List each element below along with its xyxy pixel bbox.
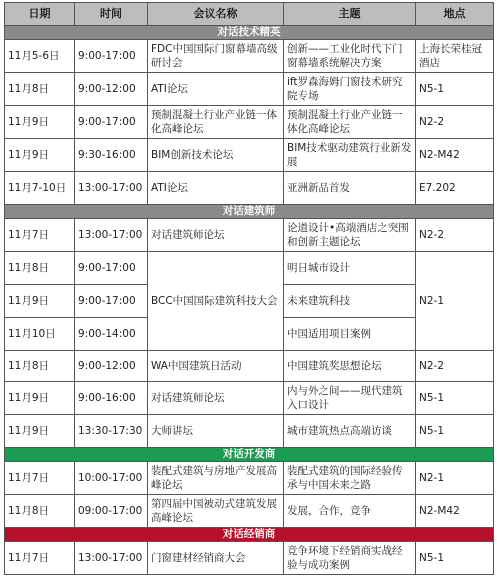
cell-name: BCC中国国际建筑科技大会 [148,252,284,351]
cell-location: E7.202 [416,172,494,205]
cell-location: N2-M42 [416,139,494,172]
section-title: 对话经销商 [5,528,494,542]
cell-date: 11月9日 [5,415,75,448]
cell-date: 11月5-6日 [5,40,75,73]
table-row [5,172,494,205]
table-row [5,252,494,285]
table-row [5,219,494,252]
cell-location: N2-M42 [416,495,494,528]
cell-topic: 未来建筑科技 [284,285,416,318]
table-row [5,73,494,106]
cell-time: 9:00-17:00 [75,252,148,285]
section-row [5,26,494,40]
cell-time: 13:00-17:00 [75,542,148,575]
cell-date: 11月7-10日 [5,172,75,205]
cell-time: 13:00-17:00 [75,172,148,205]
cell-location: N2-2 [416,351,494,382]
cell-date: 11月7日 [5,462,75,495]
table-row [5,139,494,172]
section-row [5,205,494,219]
cell-date: 11月9日 [5,139,75,172]
cell-location: N2-1 [416,462,494,495]
section-title: 对话技术精英 [5,26,494,40]
cell-topic: 装配式建筑的国际经验传承与中国未来之路 [284,462,416,495]
cell-name: 对话建筑师论坛 [148,219,284,252]
cell-time: 13:30-17:30 [75,415,148,448]
cell-date: 11月7日 [5,542,75,575]
cell-name: 门窗建材经销商大会 [148,542,284,575]
cell-topic: 竞争环境下经销商实战经验与成功案例 [284,542,416,575]
cell-date: 11月8日 [5,351,75,382]
header-row [5,3,494,26]
cell-time: 9:00-17:00 [75,285,148,318]
table-row [5,351,494,382]
cell-date: 11月8日 [5,495,75,528]
cell-time: 9:00-12:00 [75,351,148,382]
cell-time: 9:00-12:00 [75,73,148,106]
table-row [5,382,494,415]
cell-date: 11月7日 [5,219,75,252]
cell-location: N5-1 [416,73,494,106]
cell-time: 9:00-14:00 [75,318,148,351]
cell-name: WA中国建筑日活动 [148,351,284,382]
cell-name: ATI论坛 [148,172,284,205]
cell-date: 11月9日 [5,285,75,318]
cell-location: 上海长荣桂冠酒店 [416,40,494,73]
table-row [5,462,494,495]
section-row [5,528,494,542]
cell-time: 9:00-17:00 [75,106,148,139]
table-row [5,542,494,575]
schedule-table [4,2,494,575]
cell-date: 11月10日 [5,318,75,351]
section-row [5,448,494,462]
cell-topic: 中国建筑奖思想论坛 [284,351,416,382]
section-title: 对话开发商 [5,448,494,462]
cell-topic: 城市建筑热点高端访谈 [284,415,416,448]
table-row [5,40,494,73]
cell-date: 11月8日 [5,73,75,106]
cell-name: 大师讲坛 [148,415,284,448]
cell-time: 9:00-16:00 [75,382,148,415]
cell-time: 9:30-16:00 [75,139,148,172]
cell-location: N5-1 [416,415,494,448]
cell-location: N2-2 [416,106,494,139]
cell-topic: 创新——工业化时代下门窗幕墙系统解决方案 [284,40,416,73]
cell-topic: BIM技术驱动建筑行业新发展 [284,139,416,172]
table-row [5,106,494,139]
cell-time: 09:00-17:00 [75,495,148,528]
header-location: 地点 [416,3,494,26]
header-date: 日期 [5,3,75,26]
table-row [5,495,494,528]
cell-location: N2-2 [416,219,494,252]
cell-topic: 中国适用项目案例 [284,318,416,351]
cell-name: 第四届中国被动式建筑发展高峰论坛 [148,495,284,528]
header-topic: 主题 [284,3,416,26]
cell-location: N2-1 [416,252,494,351]
cell-name: 预制混凝土行业产业链一体化高峰论坛 [148,106,284,139]
cell-location: N5-1 [416,542,494,575]
cell-name: 装配式建筑与房地产发展高峰论坛 [148,462,284,495]
cell-topic: 亚洲新品首发 [284,172,416,205]
cell-name: BIM创新技术论坛 [148,139,284,172]
cell-time: 9:00-17:00 [75,40,148,73]
cell-topic: 明日城市设计 [284,252,416,285]
cell-date: 11月8日 [5,252,75,285]
cell-topic: ift罗森海姆门窗技术研究院专场 [284,73,416,106]
cell-topic: 论道设计•高端酒店之突围和创新主题论坛 [284,219,416,252]
cell-time: 13:00-17:00 [75,219,148,252]
header-time: 时间 [75,3,148,26]
section-title: 对话建筑师 [5,205,494,219]
cell-topic: 发展，合作，竞争 [284,495,416,528]
cell-name: ATI论坛 [148,73,284,106]
cell-time: 10:00-17:00 [75,462,148,495]
cell-location: N5-1 [416,382,494,415]
cell-date: 11月9日 [5,106,75,139]
table-row [5,415,494,448]
cell-date: 11月9日 [5,382,75,415]
cell-topic: 预制混凝土行业产业链一体化高峰论坛 [284,106,416,139]
cell-topic: 内与外之间——现代建筑入口设计 [284,382,416,415]
header-name: 会议名称 [148,3,284,26]
cell-name: FDC中国国际门窗幕墙高级研讨会 [148,40,284,73]
cell-name: 对话建筑师论坛 [148,382,284,415]
